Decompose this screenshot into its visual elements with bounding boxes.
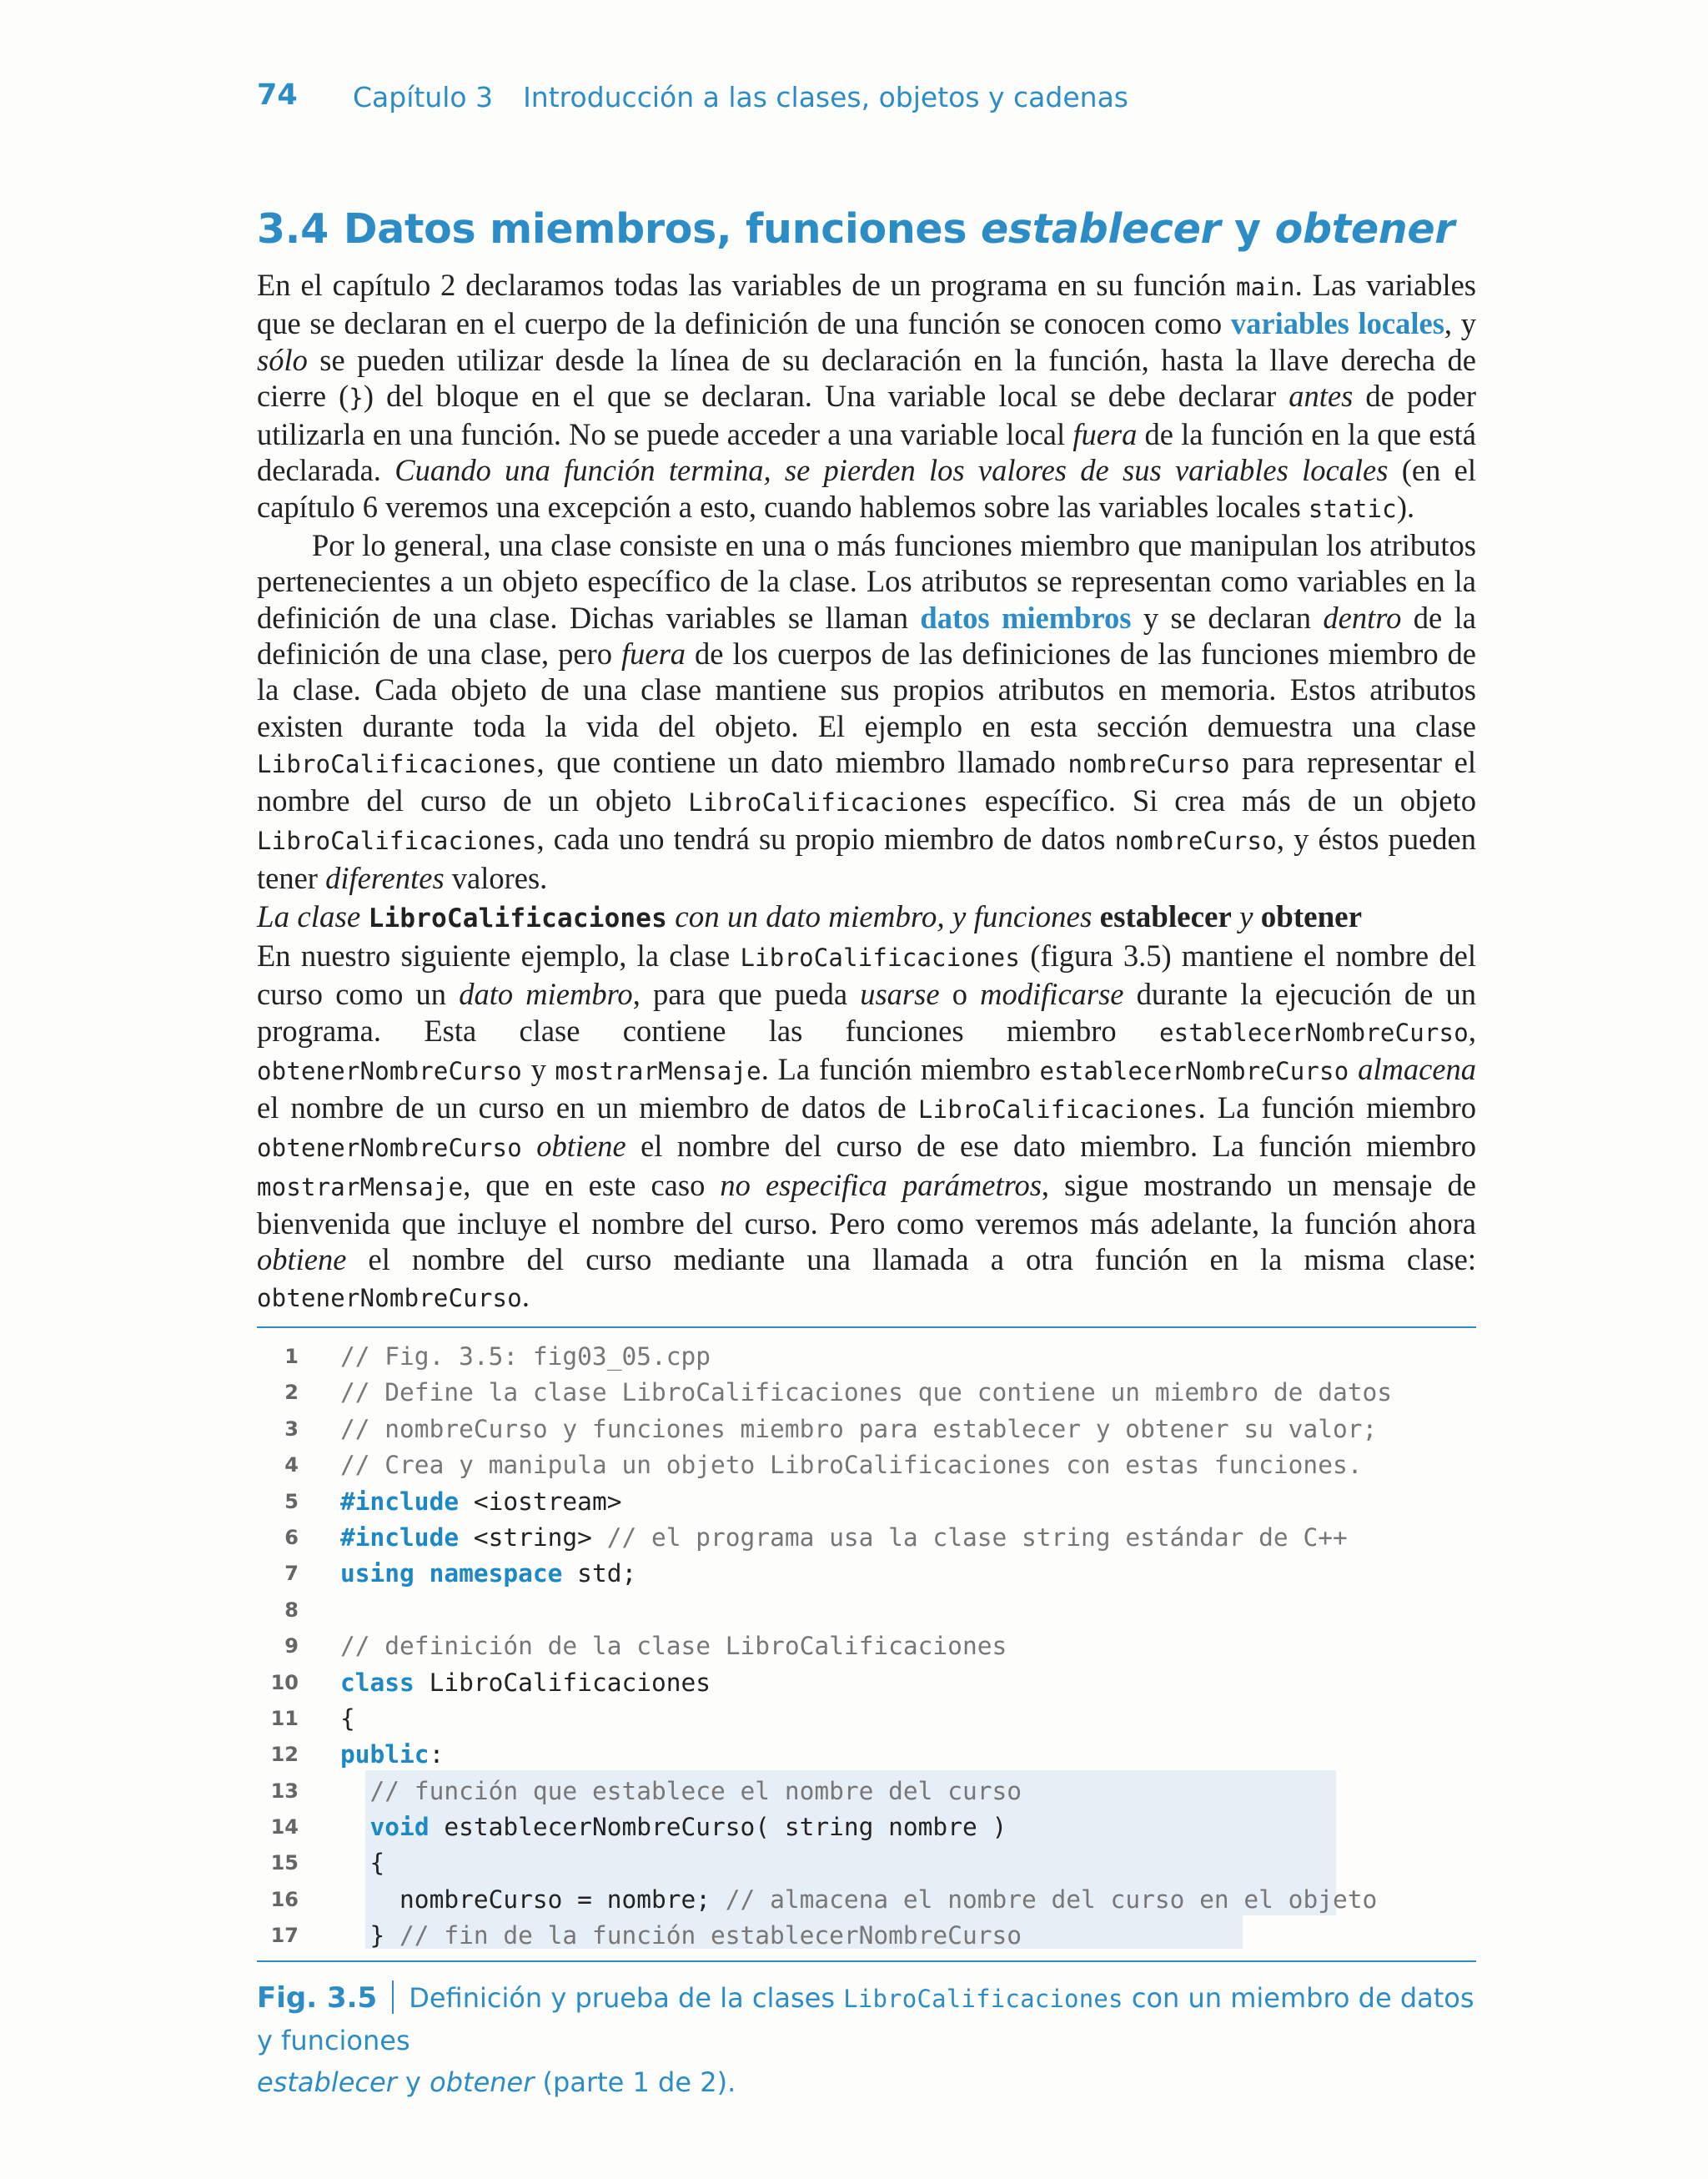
key-term: datos miembros [920, 600, 1132, 635]
code-line [257, 1484, 1476, 1520]
line-number: 11 [270, 1706, 299, 1730]
line-number: 2 [284, 1381, 299, 1405]
code-line [257, 1375, 1476, 1411]
subheading: La clase LibroCalificaciones con un dato miembro, y funciones establecer y obtener [257, 900, 1363, 934]
body-text-1 [257, 267, 1476, 896]
code-text: class LibroCalificaciones [340, 1668, 711, 1697]
code-text: // definición de la clase LibroCalificaciones [340, 1632, 1007, 1661]
code-line [257, 1520, 1476, 1556]
code-line [257, 1809, 1476, 1845]
code-text: // nombreCurso y funciones miembro para establecer y obtener su valor; [340, 1414, 1378, 1443]
code-line [257, 1918, 1476, 1954]
line-number: 13 [270, 1779, 299, 1803]
running-head [257, 78, 1474, 120]
caption-separator [392, 1980, 394, 2014]
figure-label: Fig. 3.5 [257, 1981, 378, 2015]
line-number: 1 [284, 1345, 299, 1368]
chapter-title: Introducción a las clases, objetos y cadenas [523, 81, 1128, 113]
figure-caption: Fig. 3.5 Definición y prueba de la clases LibroCalificaciones con un miembro de datos y funciones establecer y obtener (parte 1 de 2). [257, 1981, 1474, 2098]
code-text: void establecerNombreCurso( string nombre ) [369, 1813, 1007, 1842]
code-line [257, 1737, 1476, 1773]
code-text: public: [340, 1740, 445, 1769]
line-number: 5 [284, 1489, 299, 1513]
section-title [257, 205, 1476, 253]
code-text: // Fig. 3.5: fig03_05.cpp [340, 1342, 711, 1371]
code-line [257, 1593, 1476, 1628]
code-text: // Define la clase LibroCalificaciones que contiene un miembro de datos [340, 1378, 1392, 1407]
paragraph: En nuestro siguiente ejemplo, la clase LibroCalificaciones (figura 3.5) mantiene el nombre del curso como un dato miembro, para que pueda usarse o modificarse durante la ejecución de un programa. Esta clase contiene las funciones miembro establecerNombreCurso, obtenerNombreCurso y mostrarMensaje. La función miembro establecerNombreCurso almacena el nombre de un curso en un miembro de datos de LibroCalificaciones. La función miembro obtenerNombreCurso obtiene el nombre del curso de ese dato miembro. La función miembro mostrarMensaje, que en este caso no especifica parámetros, sigue mostrando un mensaje de bienvenida que incluye el nombre del curso. Pero como veremos más adelante, la función ahora obtiene el nombre del curso mediante una llamada a otra función en la misma clase: obtenerNombreCurso. [257, 939, 1477, 1313]
code-line [257, 1882, 1476, 1918]
line-number: 12 [270, 1743, 299, 1767]
code-listing [257, 1339, 1476, 1955]
page-number: 74 [257, 78, 298, 112]
code-line [257, 1701, 1476, 1737]
key-term: variables locales [1230, 306, 1444, 341]
code-top-rule [257, 1326, 1476, 1328]
code-text: #include <iostream> [340, 1487, 622, 1516]
chapter-label [353, 81, 1128, 113]
section-title-italic: obtener [1274, 205, 1455, 253]
line-number: 17 [270, 1924, 299, 1948]
body-text-2 [257, 938, 1476, 1316]
line-number: 15 [270, 1851, 299, 1875]
line-number: 16 [270, 1887, 299, 1911]
section-title-italic: establecer [980, 205, 1221, 253]
code-line [257, 1845, 1476, 1881]
line-number: 6 [284, 1525, 299, 1549]
code-line [257, 1412, 1476, 1447]
code-text: } // fin de la función establecerNombreCurso [340, 1921, 1022, 1950]
code-text: { [340, 1703, 355, 1733]
line-number: 10 [270, 1670, 299, 1694]
line-number: 3 [284, 1417, 299, 1441]
line-number: 4 [284, 1453, 299, 1477]
line-number: 9 [284, 1634, 299, 1658]
code-line [257, 1665, 1476, 1701]
code-text: { [340, 1849, 385, 1878]
code-text: // función que establece el nombre del curso [369, 1776, 1022, 1805]
paragraph: Por lo general, una clase consiste en una o más funciones miembro que manipulan los atributos pertenecientes a un objeto específico de la clase. Los atributos se representan como variables en la definición de una clase. Dichas variables se llaman datos miembros y se declaran dentro de la definición de una clase, pero fuera de los cuerpos de las definiciones de las funciones miembro de la clase. Cada objeto de una clase mantiene sus propios atributos en memoria. Estos atributos existen durante toda la vida del objeto. El ejemplo en esta sección demuestra una clase LibroCalificaciones, que contiene un dato miembro llamado nombreCurso para representar el nombre del curso de un objeto LibroCalificaciones específico. Si crea más de un objeto LibroCalificaciones, cada uno tendrá su propio miembro de datos nombreCurso, y éstos pueden tener diferentes valores. [257, 528, 1477, 895]
paragraph: En el capítulo 2 declaramos todas las variables de un programa en su función main. Las variables que se declaran en el cuerpo de la definición de una función se conocen como variables locales, y sólo se pueden utilizar desde la línea de su declaración en la función, hasta la llave derecha de cierre (}) del bloque en el que se declaran. Una variable local se debe declarar antes de poder utilizarla en una función. No se puede acceder a una variable local fuera de la función en la que está declarada. Cuando una función termina, se pierden los valores de sus variables locales (en el capítulo 6 veremos una excepción a esto, cuando hablemos sobre las variables locales static). [257, 268, 1476, 524]
code-line [257, 1556, 1476, 1592]
code-text: #include <string> // el programa usa la clase string estándar de C++ [340, 1522, 1348, 1552]
line-number: 8 [284, 1598, 299, 1622]
code-line [257, 1774, 1476, 1809]
code-text: nombreCurso = nombre; // almacena el nombre del curso en el objeto [340, 1885, 1378, 1914]
code-text: // Crea y manipula un objeto LibroCalificaciones con estas funciones. [340, 1451, 1363, 1480]
chapter-number: Capítulo 3 [353, 81, 494, 113]
line-number: 14 [270, 1815, 299, 1839]
code-line [257, 1447, 1476, 1483]
section-title-text: y [1220, 205, 1275, 253]
code-text: using namespace std; [340, 1559, 637, 1588]
code-line [257, 1339, 1476, 1375]
section-number: 3.4 [257, 205, 329, 253]
code-line [257, 1628, 1476, 1664]
line-number: 7 [284, 1562, 299, 1586]
code-bottom-rule [257, 1960, 1476, 1962]
section-title-text: Datos miembros, funciones [343, 205, 981, 253]
